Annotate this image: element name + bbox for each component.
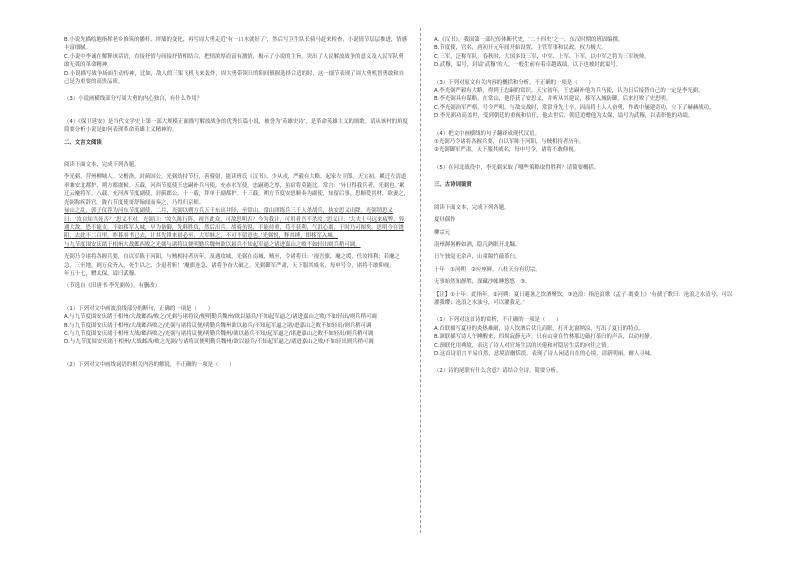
section-heading: 二、文言文阅读 [64, 139, 102, 146]
paragraph: 无事始然知静胜，深藏沙帐睡悠悠 ③。 [434, 279, 531, 286]
paragraph: （4）把文中画横线的句子翻译成现代汉语。 [434, 130, 540, 137]
paragraph: B.颔联描写诗人午睡醒来，四周寂静无声，只有山童在竹林那边敲打茶臼的声音，以动衬静。 [434, 334, 656, 341]
paragraph: （1）下列对这首诗的赏析，不正确的一项是（ ） [434, 317, 562, 324]
spacer [64, 347, 409, 361]
paragraph: D.与九节度围安庆绪于相州/大战邺西/败之光弼/与诸将议便明勤兵魏州/欲以悬兵/不知起军逼之/诸进嘉山之败/不如轻出则兵稍可调 [64, 339, 374, 346]
paragraph: A.《汉书》，我国第一部纪传体断代史，‘二十四史’之一，东汉时期的班固编撰。 [434, 37, 624, 43]
paragraph: D.李光弼功高盖世，受到朝廷的重视和信任，他去世后，朝廷追赠他为太保，谥号为武穆，以表彰他的功绩。 [434, 113, 694, 120]
paragraph: A.首联描写夏昼的炎热难耐，诗人饮酒后伏几而眠，打开北窗纳凉，写出了夏日的特点。 [434, 325, 645, 332]
left-column [64, 36, 409, 369]
paragraph: D.武穆，谥号，封谥‘武穆’的人，一般生前有着卓越战绩，以下也被封此谥号。 [434, 62, 622, 69]
spacer [434, 358, 734, 367]
paragraph: 【注】①十年：此指年。②河朔：夏日避暑之饮酒聚饮。③沧浪：指沧浪歌《孟子·离娄上》‘有孺子歌曰：沧浪之水清兮，可以濯我缨；沧浪之水浊兮，可以濯我足。’ [434, 291, 733, 306]
paragraph: D.这首诗语言平易自然，意境清幽恬淡，表现了诗人闲适自在的心境，清新明丽，耐人寻味。 [434, 350, 656, 357]
paragraph: 阅读下面文本，完成下列各题。 [434, 204, 510, 211]
paragraph: 南州溽暑醉如酒，隐几熟眠开北牖。 [434, 241, 521, 248]
paragraph: 夏昼偶作 [434, 217, 456, 224]
spacer [64, 147, 409, 161]
spacer [434, 190, 734, 204]
paragraph: C.与九节度围安庆绪于相州大战/邺西败之/光弼与诸将议便/明勤兵魏州/欲以悬兵不知/起军逼之/诸进嘉山之败不如轻出/则兵稍可调 [64, 330, 374, 337]
spacer [64, 291, 409, 305]
spacer [434, 172, 734, 181]
spacer [434, 155, 734, 164]
paragraph: （4）《保卫延安》是当代文学史上第一部大规模正面描写解放战争的优秀长篇小说，被誉为‘英雄史诗’，是革命英雄主义的颂歌。请从该村的角度简要分析小说是如何表现革命英雄主义精神的。 [64, 118, 408, 134]
paragraph: （3）下列对原文有关内容的概括和分析，不正确的一项是（ ） [434, 79, 594, 86]
paragraph: B.与九节度围安庆绪于相州/大战邺西败之/光弼与诸将议便/明勤兵魏州欲以悬兵/不知起军逼之诸/进嘉山之败不如轻出/则兵稍可调 [64, 322, 372, 329]
paragraph: B.节度使，官名，唐初开元年间开始设置，主管军事和民政，权力极大。 [434, 45, 607, 52]
spacer [64, 86, 409, 95]
paragraph: C.小说中李诚在解释该话语，直接抒情与间接抒情相结合，把情浓厚而富有激情，揭示了小说的主旨，突出了人民解放战争的意义及人民军队勇敢无畏的革命精神。 [64, 53, 404, 69]
spacer [64, 104, 409, 118]
paragraph: C.李光弼治军严格，号令严明，与敌交战时，常常身先士卒，因而将士人人奋勇，作战中屡建奇功，立下了赫赫战功。 [434, 104, 715, 111]
paragraph: （3）小说画横线部分写周大勇的内心独白，有什么作用？ [64, 96, 203, 103]
paragraph: 李光弼，营州柳城人。父楷洛，封蓟国公，光弼幼持节行，善骑射，能读班氏《汉书》，少从戎，严毅有大略。起家左卫郎。天宝初，累迁左清道率兼安北都护、朔方都虞候。五载，河西节度使王忠嗣补兵马使，充赤水军使。忠嗣遇之厚，虽宿将莫能比。常言：‘异日得我兵者，光弼也。’累迁云麾将军。八载，充河西节度副使，封蓟郡公。十一载，拜单于副都护。十三载，朔方节度安思顺奏为副使，知留后事。思顺爱其材，欲妻之，光弼称疾辞官。陇右节度使哥舒翰闻而奏之，乃得归京师。 [64, 174, 410, 206]
paragraph: A.与九节度围安庆绪于相州/大战邺西/败之/光弼与诸将议/便明勤兵魏州/欲以悬兵/不知起军逼之/诸进嘉山之败/不如轻出/则兵稍可调 [64, 314, 377, 321]
paragraph: 与九节度围安庆绪于相州大战邺西败之光弼与诸将议便明勤兵魏州欲以悬兵不知起军逼之诸进嘉山之败不如轻出则兵稍可调。 [64, 241, 361, 248]
paragraph: （1）下列对文中画波浪线部分的断句，正确的一项是（ ） [64, 305, 213, 312]
paragraph: 柳宗元 [434, 229, 451, 236]
paragraph: 禄山之乱，郭子仪荐为河东节度副使，二月，光弼以朔方兵五千东出井陉，至常山，常山团练兵三千人杀胡兵，执安思义出降。光弼谓思义曰：‘汝自知当死否？’思义不对。光弼曰：‘汝久陈行阵，视吾此众，可敌思明否？今为我计，可用者吾不杀汝。’思义曰：‘大夫士马远来疲弊，猝遇大敌，恐不能支。不如移军入城，早为备御，先料胜负，然后出兵。胡骑虽锐，不能持重，苟不获利，气沮心离，于时乃可图矣。思明今在饶阳，去此不二百里。昨暮羽书已去，计其先锋来晨必至，大军继之，不可不留意也。’光弼悦，释其缚，即移军入城。 [64, 208, 405, 240]
paragraph: 日午独觉无余声，山童隔竹敲茶臼。 [434, 254, 521, 261]
paragraph: C.颈联化用典故，表达了诗人对官场生活的厌倦和对隐居生活的向往之情。 [434, 342, 612, 349]
paragraph: D.小说描写战争场面生动传神，比如，敌人的三架飞机飞来轰炸，周大勇带领日的阳间镇握选择合适的时，这一细节表现了周大勇机智勇敢和自己是为重要的高贵品质。 [64, 70, 405, 86]
paragraph: （5）在河北战役中，李光弼采取了哪些策略取得胜利？请简要概括。 [434, 164, 600, 171]
paragraph: ①光弼乃令诸将各握兵要，自以军陈于河阳，与贼相持者历年。 [434, 139, 585, 146]
paragraph: （2）诗的尾联有什么含意？请结合全诗，简要分析。 [434, 368, 562, 375]
spacer [434, 307, 734, 316]
section-heading: 三、古诗词鉴赏 [434, 182, 472, 189]
paragraph: ②光弼御军严肃，天下服其威名，每申号令，诸将不敢仰视。 [434, 147, 579, 154]
paragraph: （2）下列对文中画线词语的相关内容的解说，不正确的一项是（ ） [64, 361, 235, 368]
spacer [434, 121, 734, 130]
paragraph: 十年 ①河朔 ②应座鲜，八柱天台有切宗。 [434, 266, 541, 273]
paragraph: 光弼乃令诸将各握兵要，自以军陈于河阳，与贼相持者历年。及遇攻城，光弼在南城，贼至，令诸将曰：‘视吾旗，麾之缓，任汝择利；若麾之急，三至地，则万众齐入，死生以之，少退者斩！’麾旗连急，诸将争奋大破之。光弼御军严肃，天下服其威名，每申号令，诸将不敢仰视。 [64, 254, 400, 269]
paragraph: 年五十七，赠太保，谥曰武穆。 [64, 270, 140, 277]
right-column [434, 36, 734, 376]
paragraph: 阅读下面文本，完成下列各题。 [64, 162, 140, 169]
column-divider [420, 28, 421, 533]
paragraph: C.三军，泛称军队。春秋时，大国多设三军，中军、上军、下军，以中军之将为三军统帅。 [434, 53, 650, 60]
spacer [434, 70, 734, 79]
paragraph: （节选自《旧唐书·李光弼传》，有删改） [64, 283, 161, 290]
paragraph: B.小说先描绘地指挥老乡修筑的播杆、坪墙的变化，再写周大勇走近‘有一口水就好了’，然后写卫生队长骑马赶来检查，小说情节层层推进，情感丰富细腻。 [64, 37, 408, 52]
paragraph: B.李光弼具有谋略，在常山，他俘获了安思义，并听从其建议，移军入城防御，后来打败了史思明。 [434, 96, 672, 103]
paragraph: A.李光弼严毅有大略，得到王忠嗣的赏识。天宝初年，王忠嗣补他为兵马使，认为日后接替自己的一定是李光弼。 [434, 88, 704, 95]
